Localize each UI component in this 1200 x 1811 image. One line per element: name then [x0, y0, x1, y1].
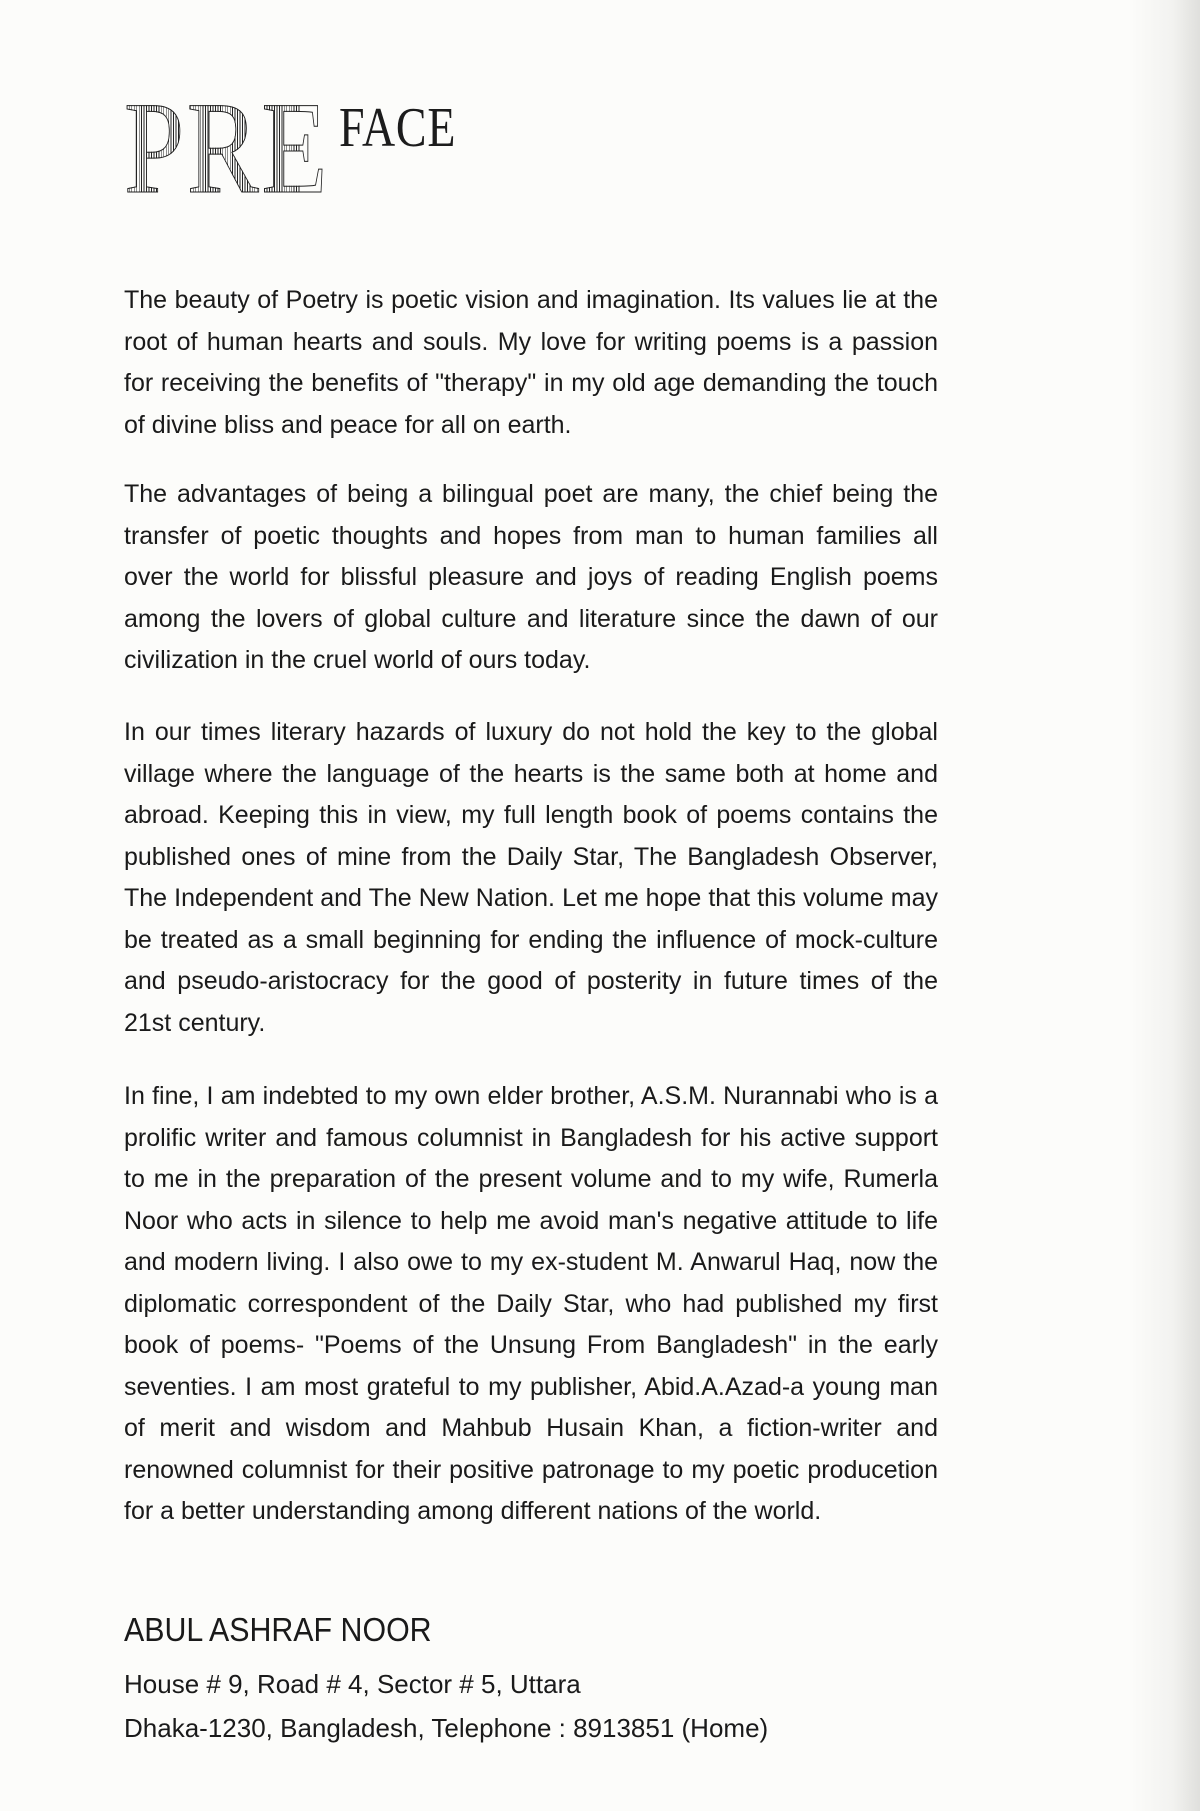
paragraph-3: In our times literary hazards of luxury do not hold the key to the global village where the language of the hearts is the same both at home and abroad. Keeping this in view, my full length book of poems contains the published ones of mine from the Daily Star, The Bangladesh Observer, The Independent and The New Nation. Let me hope that this volume may be treated as a small beginning for ending the influence of mock-culture and pseudo-aristocracy for the good of posterity in future times of the 21st century.	[124, 718, 938, 1037]
paragraph-2: The advantages of being a bilingual poet are many, the chief being the transfer of poetic thoughts and hopes from man to human families all over the world for blissful pleasure and joys of reading English poems among the lovers of global culture and literature since the dawn of our civilization in the cruel world of ours today.	[124, 480, 938, 674]
paragraph-1: The beauty of Poetry is poetic vision and imagination. Its values lie at the root of human hearts and souls. My love for writing poems is a passion for receiving the benefits of "therapy" in my old age demanding the touch of divine bliss and peace for all on earth.	[124, 286, 938, 439]
paragraph-4: In fine, I am indebted to my own elder brother, A.S.M. Nurannabi who is a prolific writer and famous columnist in Bangladesh for his active support to me in the preparation of the present volume and to my wife, Rumerla Noor who acts in silence to help me avoid man's negative attitude to life and modern living. I also owe to my ex-student M. Anwarul Haq, now the diplomatic correspondent of the Daily Star, who had published my first book of poems- "Poems of the Unsung From Bangladesh" in the early seventies. I am most grateful to my publisher, Abid.A.Azad-a young man of merit and wisdom and Mahbub Husain Khan, a fiction-writer and renowned columnist for their positive patronage to my poetic producetion for a better understanding among different nations of the world.	[124, 1082, 938, 1525]
title-small-letters: FACE	[339, 97, 457, 159]
page-edge-shadow	[1130, 0, 1200, 1811]
address-line-1: House # 9, Road # 4, Sector # 5, Uttara	[124, 1669, 581, 1699]
address-line-2: Dhaka-1230, Bangladesh, Telephone : 8913851 (Home)	[124, 1713, 769, 1743]
page-title	[124, 74, 482, 228]
title-large-letters: PRE	[124, 74, 330, 221]
author-name: ABUL ASHRAF NOOR	[124, 1611, 432, 1648]
